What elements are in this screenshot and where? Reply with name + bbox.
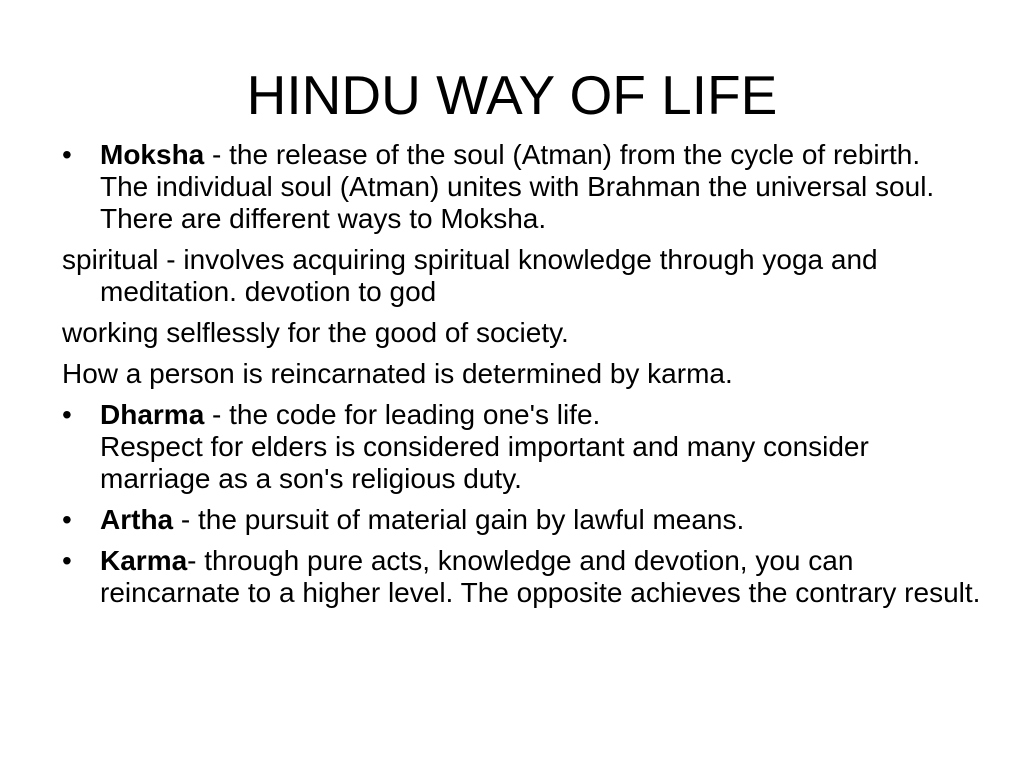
moksha-item <box>62 139 982 235</box>
karma-term: Karma <box>100 545 188 576</box>
dharma-item <box>62 399 982 495</box>
spiritual-paragraph: spiritual - involves acquiring spiritual knowledge through yoga and meditation. devotion to god <box>62 244 878 307</box>
dharma-term: Dharma <box>100 399 205 430</box>
dharma-detail: Respect for elders is considered important and many consider marriage as a son's religious duty. <box>100 431 869 494</box>
slide-title: HINDU WAY OF LIFE <box>246 64 778 126</box>
working-paragraph: working selflessly for the good of society. <box>62 317 569 348</box>
moksha-definition: - the release of the soul (Atman) from the cycle of rebirth. <box>204 139 921 170</box>
dharma-definition: - the code for leading one's life. <box>204 399 601 430</box>
moksha-term: Moksha <box>100 139 205 170</box>
karma-definition: - through pure acts, knowledge and devotion, you can reincarnate to a higher level. The opposite achieves the contrary result. <box>100 545 981 608</box>
slide-body <box>62 139 982 618</box>
bullet-marker: • <box>62 504 72 535</box>
karma-item <box>62 545 982 609</box>
artha-item <box>62 504 982 536</box>
bullet-marker: • <box>62 139 72 170</box>
bullet-marker: • <box>62 545 72 576</box>
artha-definition: - the pursuit of material gain by lawful means. <box>173 504 745 535</box>
reincarnation-paragraph: How a person is reincarnated is determined by karma. <box>62 358 733 389</box>
moksha-detail: The individual soul (Atman) unites with Brahman the universal soul. There are different ways to Moksha. <box>100 171 935 234</box>
bullet-marker: • <box>62 399 72 430</box>
artha-term: Artha <box>100 504 174 535</box>
